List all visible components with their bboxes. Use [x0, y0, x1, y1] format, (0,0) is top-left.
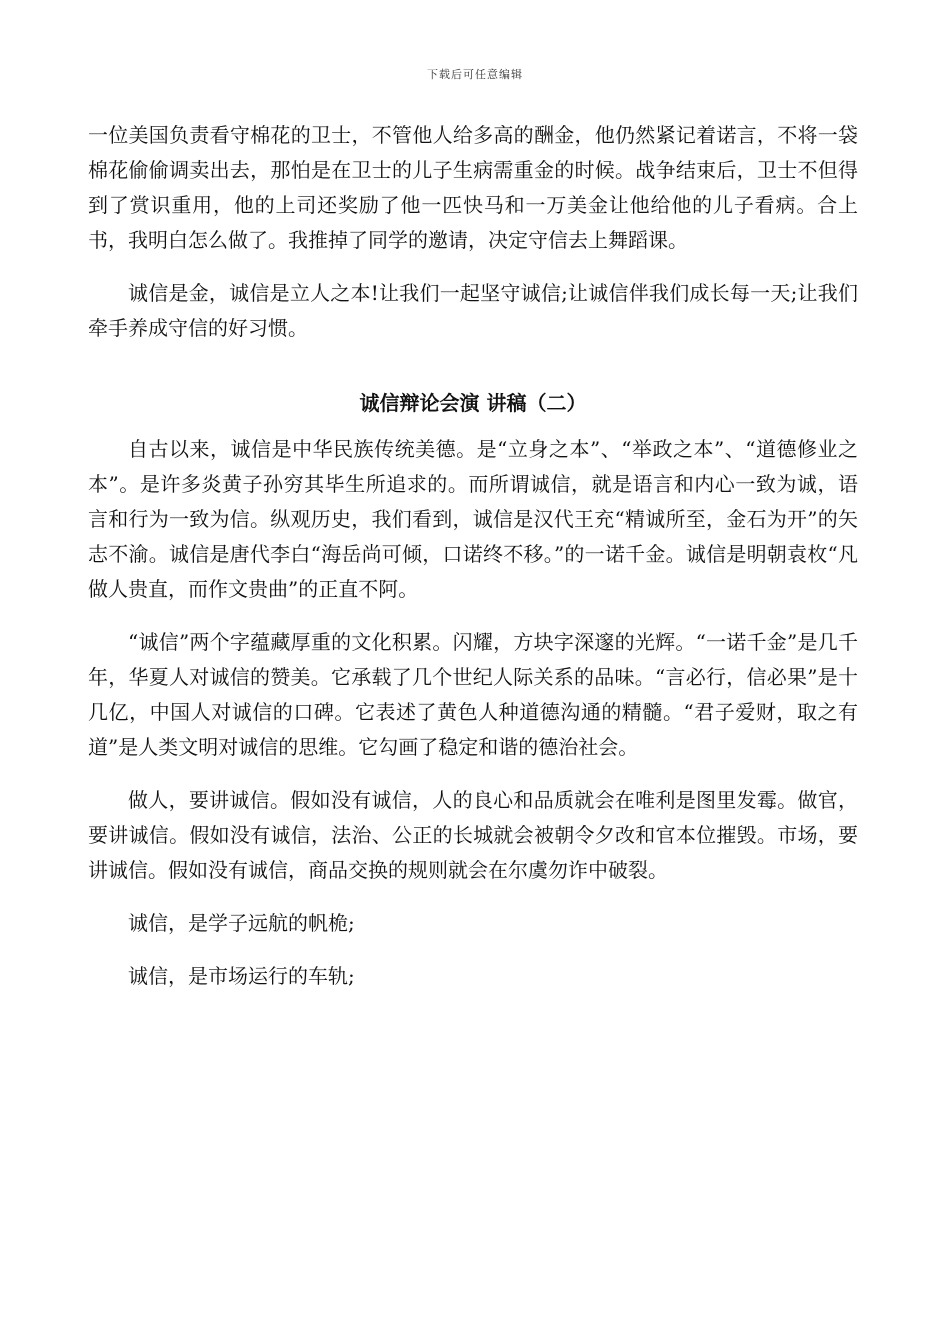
paragraph-tradition: 自古以来，诚信是中华民族传统美德。是“立身之本”、“举政之本”、“道德修业之本”。是许多炎黄子孙穷其毕生所追求的。而所谓诚信，就是语言和内心一致为诚，语言和行为一致为信。纵观历史，我们看到，诚信是汉代王充“精诚所至，金石为开”的矢志不渝。诚信是唐代李白“海岳尚可倾，口诺终不移。”的一诺千金。诚信是明朝袁枚“凡做人贵直，而作文贵曲”的正直不阿。: [88, 437, 858, 601]
document-body: [88, 118, 858, 994]
page-header: 下载后可任意编辑: [427, 68, 523, 81]
paragraph-culture: “诚信”两个字蕴藏厚重的文化积累。闪耀，方块字深邃的光辉。“一诺千金”是几千年，华夏人对诚信的赞美。它承载了几个世纪人际关系的品味。“言必行，信必果”是十几亿，中国人对诚信的口碑。它表述了黄色人种道德沟通的精髓。“君子爱财，取之有道”是人类文明对诚信的思维。它勾画了稳定和谐的德治社会。: [88, 630, 858, 759]
paragraph-sail: 诚信，是学子远航的帆桅;: [128, 911, 355, 935]
paragraph-conduct: 做人，要讲诚信。假如没有诚信，人的良心和品质就会在唯利是图里发霉。做官，要讲诚信。假如没有诚信，法治、公正的长城就会被朝令夕改和官本位摧毁。市场，要讲诚信。假如没有诚信，商品交换的规则就会在尔虞勿诈中破裂。: [88, 788, 858, 882]
paragraph-track: 诚信，是市场运行的车轨;: [128, 964, 355, 988]
paragraph-integrity-is-gold: 诚信是金，诚信是立人之本!让我们一起坚守诚信;让诚信伴我们成长每一天;让我们牵手养成守信的好习惯。: [88, 281, 858, 340]
paragraph-guard-story: 一位美国负责看守棉花的卫士，不管他人给多高的酬金，他仍然紧记着诺言，不将一袋棉花偷偷调卖出去，那怕是在卫士的儿子生病需重金的时候。战争结束后，卫士不但得到了赏识重用，他的上司还奖励了他一匹快马和一万美金让他给他的儿子看病。合上书，我明白怎么做了。我推掉了同学的邀请，决定守信去上舞蹈课。: [88, 123, 858, 252]
section-title: 诚信辩论会演 讲稿（二）: [359, 391, 587, 415]
